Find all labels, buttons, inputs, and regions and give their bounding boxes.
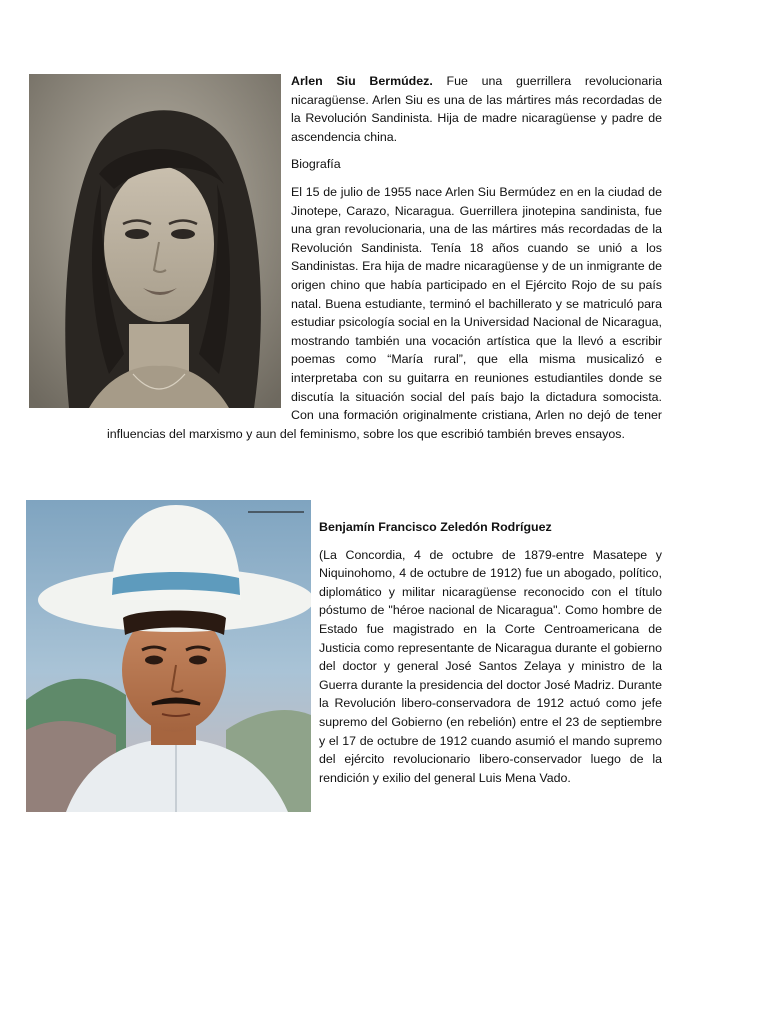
- arlen-siu-text: [107, 72, 662, 443]
- arlen-name: Arlen Siu Bermúdez.: [291, 74, 433, 88]
- image-float-spacer: [107, 72, 291, 407]
- zeledon-name-heading: Benjamín Francisco Zeledón Rodríguez: [319, 520, 552, 534]
- zeledon-portrait: [26, 500, 311, 812]
- zeledon-section: [0, 470, 768, 850]
- biography-heading: Biografía: [291, 157, 341, 172]
- arlen-biography: El 15 de julio de 1955 nace Arlen Siu Bermúdez en en la ciudad de Jinotepe, Carazo, Nicaragua. Guerrillera jinotepina sandinista, fue una gran revolucionaria, una de las mártires más recordadas de la Revolución Sandinista. Tenía 18 años cuando se unió a los Sandinistas. Era hija de madre nicaragüense y de un inmigrante de origen chino que había participado en el Ejército Rojo de su país natal. Buena estudiante, terminó el bachillerato y se matriculó para estudiar psicología social en la Universidad Nacional de Nicaragua, mostrando también una vocación artística que la llevó a escribir poemas como “María rural”, que ella misma musicalizó e interpretaba con su guitarra en reuniones estudiantiles donde se discutía la situación social del país bajo la dictadura somocista. Con una formación originalmente cristiana, Arlen no dejó de tener influencias del marxismo y aun del feminismo, sobre los que escribió también breves ensayos.: [107, 184, 662, 441]
- zeledon-biography: (La Concordia, 4 de octubre de 1879-entre Masatepe y Niquinohomo, 4 de octubre de 1912) fue un abogado, político, diplomático y militar nicaragüense reconocido con el título póstumo de "héroe nacional de Nicaragua". Como hombre de Estado fue magistrado en la Corte Centroamericana de Justicia como representante de Nicaragua durante el gobierno del doctor y general José Santos Zelaya y ministro de la Guerra durante la presidencia del doctor José Madriz. Durante la Revolución libero-conservadora de 1912 actuó como jefe supremo del Gobierno (en rebelión) entre el 23 de septiembre y el 17 de octubre de 1912 cuando asumió el mando supremo del ejército revolucionario libero-conservador luego de la rendición y exilio del general Luis Mena Vado.: [319, 547, 662, 785]
- arlen-intro-text: Fue una guerrillera revolucionaria nicaragüense. Arlen Siu es una de las mártires más recordadas de la Revolución Sandinista. Hija de madre nicaragüense y padre de ascendencia china.: [291, 74, 662, 144]
- zeledon-text: [319, 518, 662, 787]
- arlen-siu-section: [0, 0, 768, 470]
